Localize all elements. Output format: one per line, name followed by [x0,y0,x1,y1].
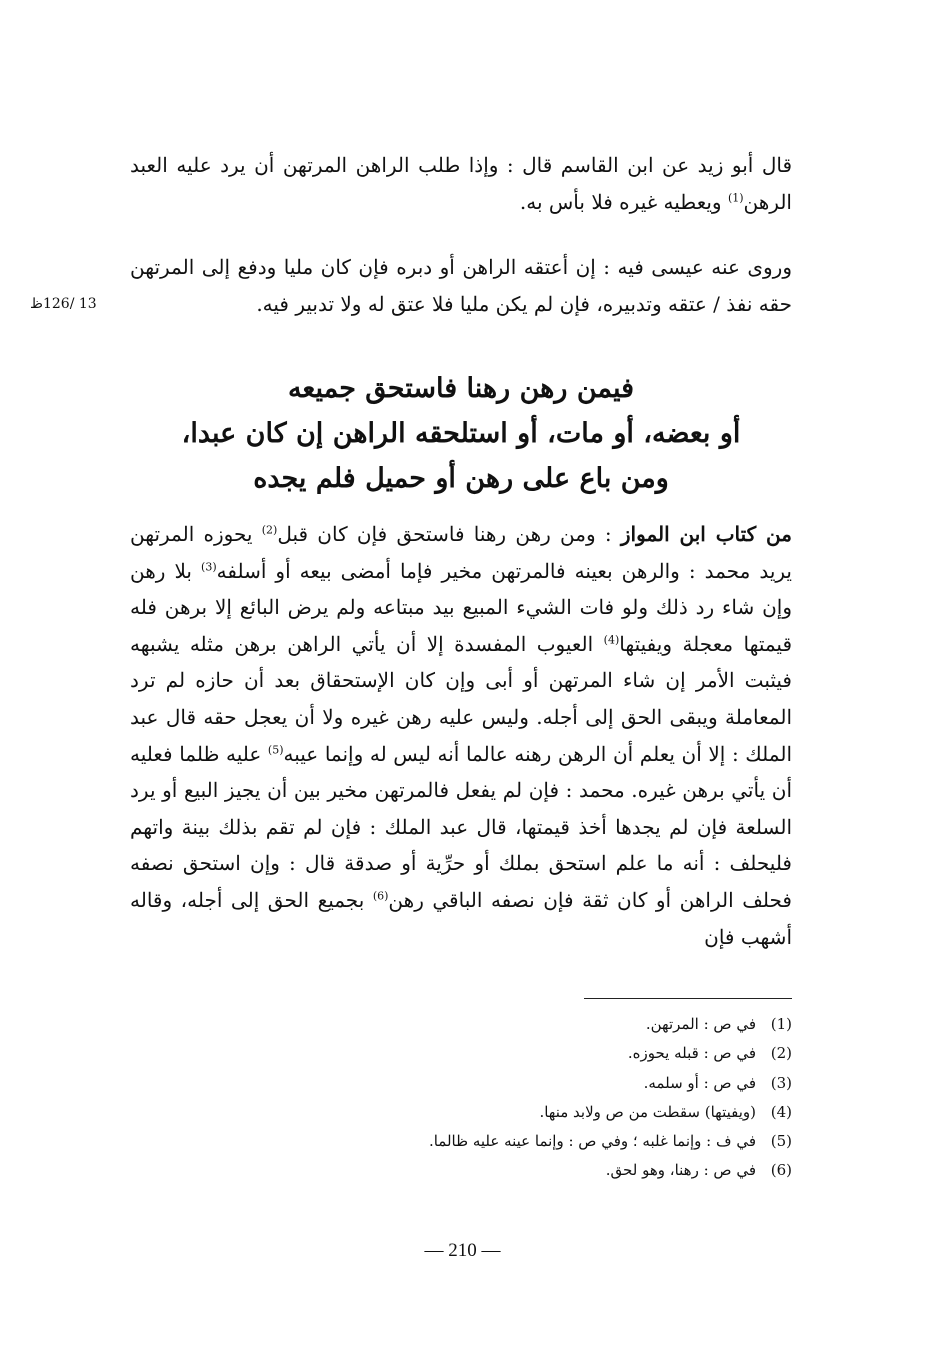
paragraph-3 [130,516,792,955]
footnote-number: (3) [770,1073,792,1092]
footnote-ref-5[interactable]: (5) [267,742,284,756]
body-seg-5: عليه ظلما فعليه أن يأتي برهن غيره. محمد : فإن لم يفعل فالمرتهن مخير بين أن يجيز البيع أو يرد السلعة فإن لم يجدها أخذ قيمتها، قال عبد الملك : فإن لم تقم بذلك بينة واتهم فليحلف : أنه ما علم استحق بملك أو حرِّية أو صدقة قال : وإن استحق نصفه فحلف الراهن أو كان ثقة فإن نصفه الباقي رهن [130,741,792,912]
footnote-ref-2[interactable]: (2) [261,523,278,537]
footnote-number: (5) [770,1132,792,1151]
footnote-item [130,1039,792,1068]
footnote-number: (2) [770,1044,792,1063]
footnote-item [130,1098,792,1127]
footnote-item [130,1069,792,1098]
body-seg-2: يحوزه المرتهن يريد محمد : والرهن بعينه فالمرتهن مخير فإما أمضى بيعه أو أسلفه [130,522,792,583]
footnote-item [130,1010,792,1039]
footnote-ref-3[interactable]: (3) [201,559,217,573]
footnote-divider [584,998,792,999]
heading-line-3: ومن باع على رهن أو حميل فلم يجده [253,463,669,494]
footnote-text: في ص : المرتهن. [645,1015,756,1033]
footnote-text: في ف : وإنما غلبه ؛ وفي ص : وإنما عينه عليه ظالما. [428,1132,756,1151]
paragraph-1 [130,147,792,221]
footnote-text: في ص : أو سلمه. [643,1073,756,1092]
paragraph-1-end: ويعطيه غيره فلا بأس به. [519,190,728,214]
footnote-item [130,1156,792,1185]
source-label: من كتاب ابن المواز [620,522,792,546]
footnote-text: في ص : رهنا، وهو لحق. [605,1161,756,1180]
footnote-ref-1[interactable]: (1) [727,191,744,205]
body-seg-3: بلا رهن وإن شاء رد ذلك ولو فات الشيء المبيع بيد مبتاعه ولم يرض البائع إلا برهن فله قيمتها معجلة ويفيتها [130,558,793,656]
body-seg-4: العيوب المفسدة إلا أن يأتي الراهن برهن مثله يشبهه فيثبت الأمر إن شاء المرتهن أو أبى وإن كان الإستحقاق بعد أن حازه لم ترد المعاملة ويبقى الحق إلى أجله. وليس عليه رهن غيره ولا أن يعجل حقه قال عبد الملك : إلا أن يعلم أن الرهن رهنه عالما أنه ليس له وإنما عيبه [130,631,792,766]
footnote-text: (ويفيتها) سقطت من ص ولابد منها. [539,1102,756,1121]
footnotes-list [130,1010,792,1186]
heading-line-1: فيمن رهن رهنا فاستحق جميعه [287,373,635,404]
body-seg-6: بجميع الحق إلى أجله، وقاله أشهب فإن [130,887,792,949]
footnote-ref-4[interactable]: (4) [603,633,620,647]
paragraph-2: وروى عنه عيسى فيه : إن أعتقه الراهن أو دبره فإن كان مليا ودفع إلى المرتهن حقه نفذ / عتقه وتدبيره، فإن لم يكن مليا فلا عتق له ولا تدبير فيه. [130,255,792,316]
footnote-number: (1) [770,1015,792,1033]
margin-folio-note: 13 /126ظ [30,296,97,312]
footnote-number: (4) [770,1102,792,1121]
footnote-item [130,1127,792,1156]
heading-line-2: أو بعضه، أو مات، أو استلحقه الراهن إن كان عبدا، [181,418,741,449]
body-seg-1: : ومن رهن رهنا فاستحق فإن كان قبل [277,522,621,546]
footnote-number: (6) [770,1161,792,1180]
paragraph-1-text: قال أبو زيد عن ابن القاسم قال : وإذا طلب الراهن المرتهن أن يرد عليه العبد الرهن [130,153,792,214]
footnote-text: في ص : قبله يحوزه. [627,1044,756,1063]
section-heading [130,366,792,501]
footnote-ref-6[interactable]: (6) [372,889,389,903]
page-number: — 210 — [424,1240,501,1261]
